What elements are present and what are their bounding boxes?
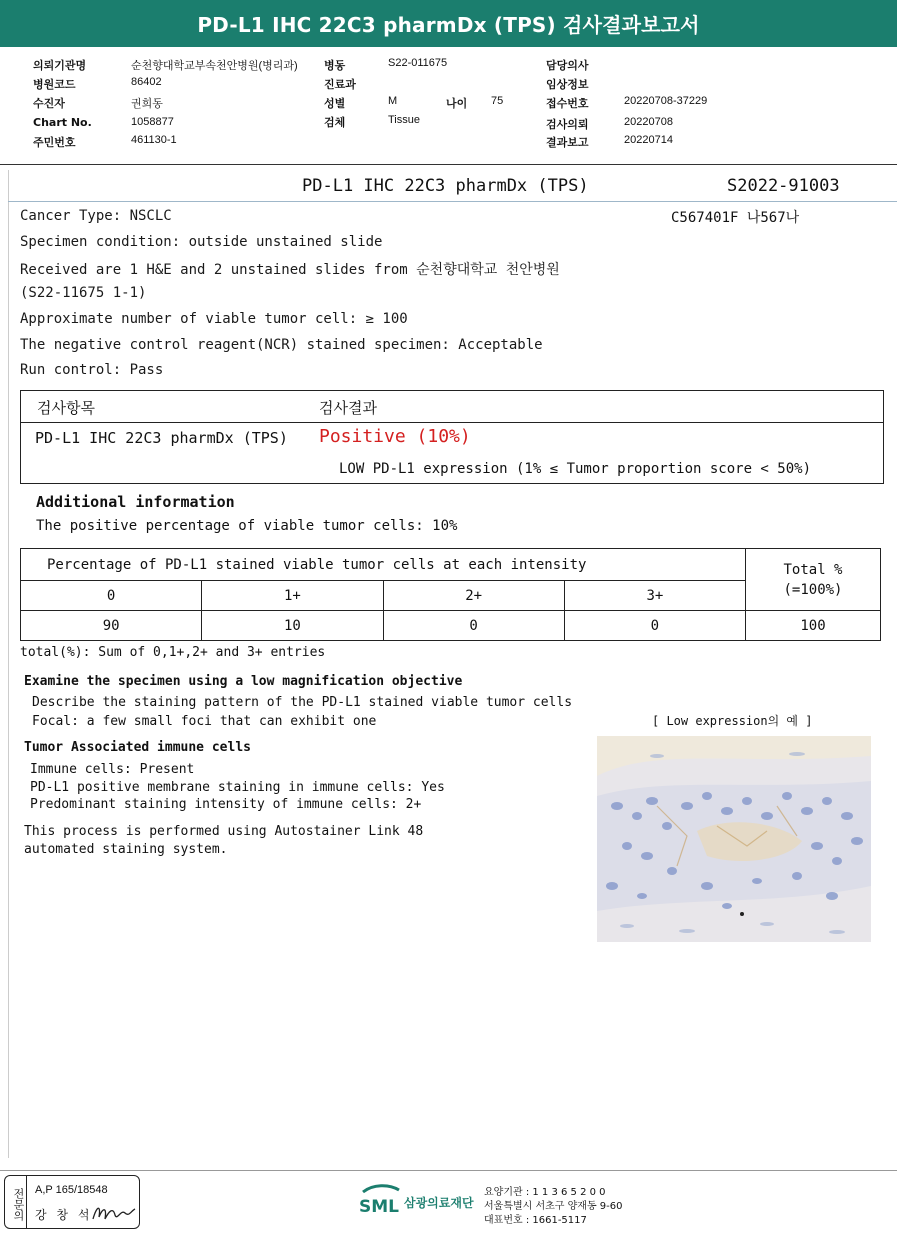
value-sex: M (388, 95, 398, 107)
total-value-cell: 100 (746, 611, 881, 641)
org-care-number: 요양기관 : 1 1 3 6 5 2 0 0 (484, 1187, 606, 1198)
value-cell: 90 (21, 611, 202, 641)
value-ward: S22-011675 (388, 57, 448, 69)
total-subheader: (=100%) (783, 581, 843, 598)
additional-info-text: The positive percentage of viable tumor cells: 10% (36, 518, 458, 534)
intensity-table (20, 548, 881, 641)
ncr-line: The negative control reagent(NCR) stained specimen: Acceptable (20, 337, 543, 353)
cancer-type-line: Cancer Type: NSCLC (20, 208, 172, 224)
label-sex: 성별 (324, 97, 346, 110)
value-patient: 권희동 (131, 98, 163, 110)
sml-logo-icon (357, 1184, 403, 1218)
label-report-date: 결과보고 (546, 136, 589, 149)
org-name: 삼광의료재단 (404, 1196, 474, 1210)
label-resident-no: 주민번호 (33, 136, 76, 149)
case-number-line: (S22-11675 1-1) (20, 285, 147, 301)
stamp-license: A,P 165/18548 (35, 1184, 108, 1196)
received-line: Received are 1 H&E and 2 unstained slides from 순천향대학교 천안병원 (20, 262, 560, 278)
test-item-name: PD-L1 IHC 22C3 pharmDx (TPS) (35, 429, 288, 447)
label-department: 진료과 (324, 78, 356, 91)
immune-title: Tumor Associated immune cells (24, 740, 251, 755)
additional-info-title: Additional information (36, 493, 235, 511)
value-cell: 10 (202, 611, 383, 641)
label-hospital-code: 병원코드 (33, 78, 76, 91)
specimen-condition-line: Specimen condition: outside unstained slide (20, 234, 383, 250)
header-divider (0, 164, 897, 165)
label-institution: 의뢰기관명 (33, 59, 87, 72)
expression-level: LOW PD-L1 expression (1% ≤ Tumor proportion score < 50%) (339, 461, 812, 477)
total-note: total(%): Sum of 0,1+,2+ and 3+ entries (20, 645, 326, 660)
result-box (20, 390, 884, 484)
label-receipt-no: 접수번호 (546, 97, 589, 110)
value-cell: 0 (564, 611, 745, 641)
value-request-date: 20220708 (624, 116, 673, 128)
patient-info-block (0, 52, 897, 162)
intensity-header: Percentage of PD-L1 stained viable tumor cells at each intensity (21, 549, 746, 581)
value-receipt-no: 20220708-37229 (624, 95, 708, 107)
value-chart-no: 1058877 (131, 116, 174, 128)
immune-line: PD-L1 positive membrane staining in immune cells: Yes (30, 780, 445, 795)
label-specimen: 검체 (324, 116, 346, 129)
label-patient: 수진자 (33, 97, 65, 110)
example-label: [ Low expression의 예 ] (652, 714, 813, 728)
process-line: This process is performed using Autostainer Link 48 (24, 824, 424, 839)
col-test-item: 검사항목 (37, 399, 95, 417)
total-header: Total % (783, 561, 843, 578)
level-cell: 2+ (383, 581, 564, 611)
logo-text: SML (359, 1197, 399, 1217)
viable-tumor-line: Approximate number of viable tumor cell: ≥ 100 (20, 311, 408, 327)
value-institution: 순천향대학교부속천안병원(병리과) (131, 60, 298, 72)
level-cell: 1+ (202, 581, 383, 611)
value-resident-no: 461130-1 (131, 134, 177, 146)
label-clinical-info: 임상정보 (546, 78, 589, 91)
value-age: 75 (491, 95, 504, 107)
col-test-result: 검사결과 (319, 399, 377, 417)
test-result-positive: Positive (10%) (319, 426, 471, 447)
org-address: 서울특별시 서초구 양재동 9-60 (484, 1201, 623, 1212)
value-hospital-code: 86402 (131, 76, 162, 88)
footer-divider (0, 1170, 897, 1171)
immune-line: Immune cells: Present (30, 762, 195, 777)
total-header-cell (746, 549, 881, 611)
run-control-line: Run control: Pass (20, 362, 164, 378)
title-divider (8, 201, 897, 202)
examine-line: Focal: a few small foci that can exhibit one (32, 714, 377, 729)
examine-line: Describe the staining pattern of the PD-L1 stained viable tumor cells (32, 695, 573, 710)
label-age: 나이 (446, 97, 468, 110)
label-request-date: 검사의뢰 (546, 118, 589, 131)
label-ward: 병동 (324, 59, 346, 72)
level-cell: 0 (21, 581, 202, 611)
examine-title: Examine the specimen using a low magnification objective (24, 674, 463, 689)
process-line: automated staining system. (24, 842, 228, 857)
level-cell: 3+ (564, 581, 745, 611)
report-title: PD-L1 IHC 22C3 pharmDx (TPS) (302, 176, 589, 196)
side-code: C567401F 나567나 (671, 210, 800, 226)
value-specimen: Tissue (388, 114, 420, 126)
signature-icon (91, 1201, 137, 1225)
value-report-date: 20220714 (624, 134, 673, 146)
report-code: S2022-91003 (727, 176, 840, 196)
microscopy-example-image (597, 736, 871, 942)
value-cell: 0 (383, 611, 564, 641)
stamp-side-label: 전문의 (5, 1176, 27, 1228)
report-banner-title: PD-L1 IHC 22C3 pharmDx (TPS) 검사결과보고서 (0, 0, 897, 47)
immune-line: Predominant staining intensity of immune cells: 2+ (30, 797, 422, 812)
org-phone: 대표번호 : 1661-5117 (484, 1215, 587, 1226)
label-doctor: 담당의사 (546, 59, 589, 72)
label-chart-no: Chart No. (33, 116, 92, 129)
result-header (21, 391, 883, 423)
stamp-name: 강 창 석 (35, 1208, 93, 1222)
pathologist-stamp (4, 1175, 140, 1229)
